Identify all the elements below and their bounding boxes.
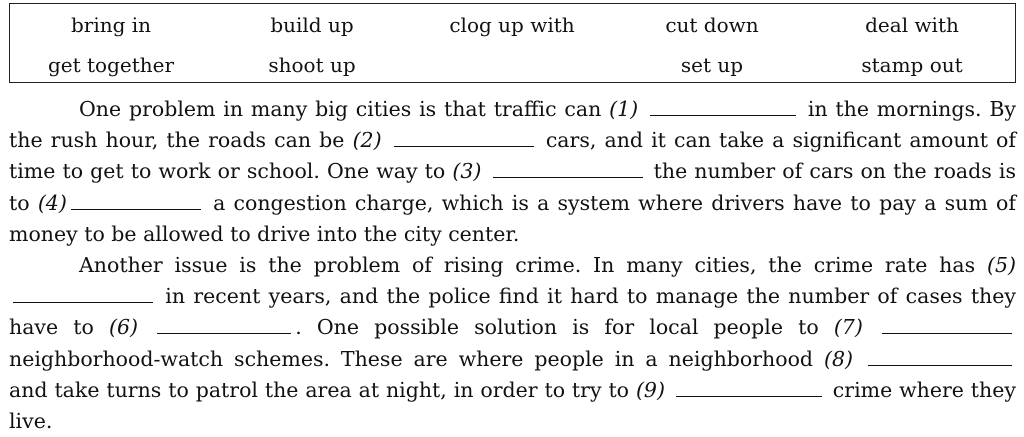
answer-blank-8[interactable] [868,349,1012,366]
passage-text: in the mornings. By the rush hour, the roads can be [9,97,1016,153]
word-bank-box [9,3,1016,83]
answer-blank-4[interactable] [71,193,201,210]
word-bank-row [10,12,1015,38]
word-bank-item: cut down [665,13,759,37]
passage-text: cars, and it can take a significant amount of time to get to work or school. One way to [9,128,1016,184]
passage-text: a congestion charge, which is a system where drivers have to pay a sum of money to be allowed to drive into the city center. [9,190,1016,246]
passage-text: . One possible solution is for local people to [295,315,819,340]
word-bank-item: stamp out [861,53,963,77]
question-number: (5) [986,253,1016,278]
word-bank-item: clog up with [449,13,575,37]
answer-blank-2[interactable] [394,130,534,147]
question-number: (9) [635,377,665,402]
question-number: (3) [452,159,482,184]
question-number: (6) [109,315,139,340]
answer-blank-9[interactable] [676,380,822,397]
question-number: (7) [833,315,863,340]
word-bank-item: get together [47,53,175,77]
passage-text: crime where they live. [9,377,1016,434]
passage-text: in recent years, and the police find it hard to manage the number of cases they have to [9,284,1016,340]
answer-blank-1[interactable] [650,99,796,116]
word-bank-item: deal with [865,13,959,37]
word-bank-row [10,52,1015,78]
passage-text: Another issue is the problem of rising crime. In many cities, the crime rate has [79,253,976,278]
passage-text: neighborhood-watch schemes. These are where people in a neighborhood [9,346,814,371]
word-bank-item: bring in [70,13,152,37]
answer-blank-3[interactable] [493,161,643,178]
passage-text: the number of cars on the roads is to [9,159,1016,215]
question-number: (8) [823,346,854,371]
answer-blank-5[interactable] [13,286,153,303]
word-bank-item [412,52,612,78]
exercise-passage [9,94,1016,437]
answer-blank-6[interactable] [157,317,291,334]
question-number: (1) [609,97,639,121]
question-number: (4) [37,190,67,215]
word-bank-item: shoot up [268,53,356,77]
answer-blank-7[interactable] [882,317,1012,334]
word-bank-item: build up [270,13,354,37]
paragraph-traffic [9,94,1016,250]
question-number: (2) [352,128,382,153]
passage-text: and take turns to patrol the area at night, in order to try to [9,377,630,402]
passage-text: One problem in many big cities is that traffic can [79,97,602,121]
word-bank-item: set up [680,53,744,77]
paragraph-crime [9,250,1016,437]
